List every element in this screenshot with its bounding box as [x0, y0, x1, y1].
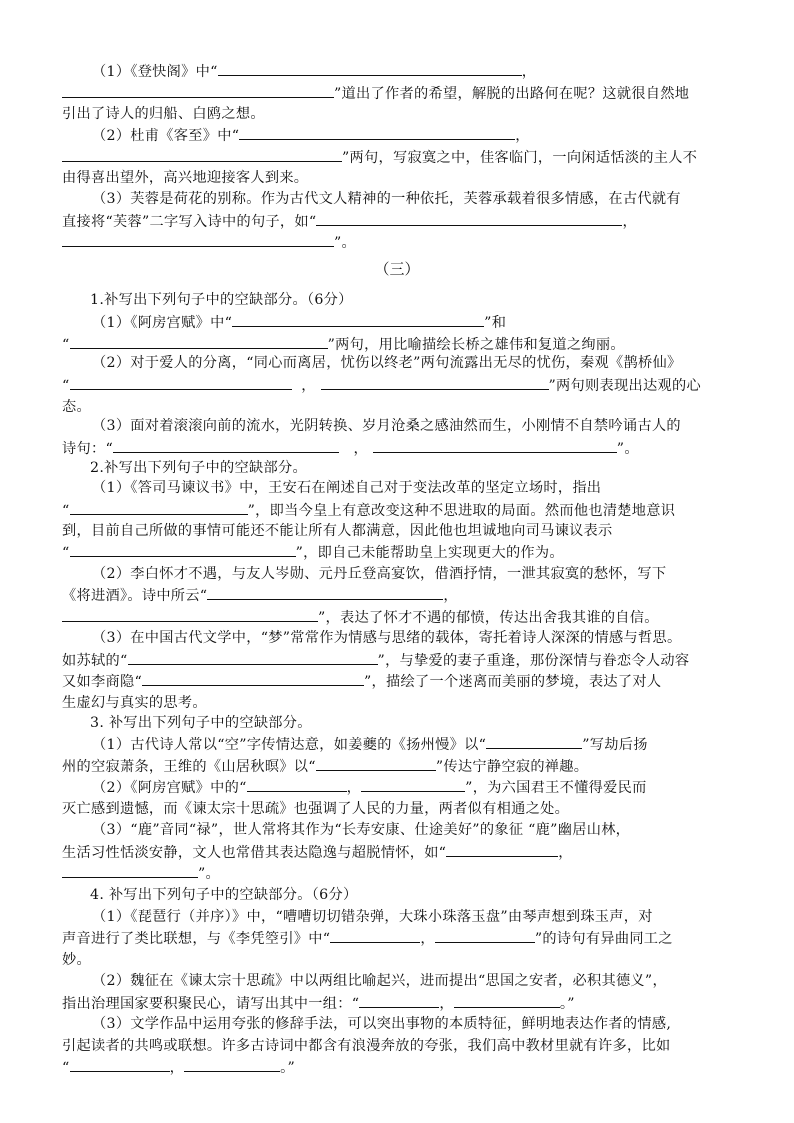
p3-c-line3: ”。 [62, 862, 742, 884]
p4-c-line2: 引起读者的共鸣或联想。许多古诗词中都含有浪漫奔放的夸张，我们高中教材里就有许多，比如 [62, 1038, 671, 1054]
answer-blank[interactable] [321, 374, 549, 390]
p2-a-line4: “ ”，即自己未能帮助皇上实现更大的作为。 [62, 541, 742, 563]
answer-blank[interactable] [486, 733, 582, 749]
p2-b-line1: （2）李白怀才不遇，与友人岑勋、元丹丘登高宴饮，借酒抒情，一泄其寂寞的愁怀，写下 [92, 566, 667, 582]
p1-a-line2: “ ”两句，用比喻描绘长桥之雄伟和复道之绚丽。 [62, 333, 742, 355]
answer-blank[interactable] [113, 437, 339, 453]
answer-blank[interactable] [62, 146, 342, 162]
p4-b-line2: 指出治理国家要积聚民心，请写出其中一组：“ ， 。” [62, 992, 742, 1014]
answer-blank[interactable] [218, 60, 522, 76]
q-denggkuaige-line3: 引出了诗人的归船、白鸥之想。 [62, 106, 265, 122]
p2-c-line4: 生虚幻与真实的思考。 [62, 695, 207, 711]
answer-blank[interactable] [446, 841, 558, 857]
answer-blank[interactable] [70, 333, 328, 349]
q-furong-line2: 直接将“芙蓉”二字写入诗中的句子，如“ ， [62, 210, 742, 232]
q-denggkuaige-line2: ”道出了作者的希望，解脱的出路何在呢？这就很自然地 [62, 82, 742, 104]
p3-heading: 3. 补写出下列句子中的空缺部分。 [90, 715, 312, 731]
p4-a-line1: （1）《琵琶行（并序）》中，“嘈嘈切切错杂弹，大珠小珠落玉盘”由琴声想到珠玉声，对 [92, 909, 653, 925]
p3-c-line1: （3）“鹿”音同“禄”，世人常将其作为“长寿安康、仕途美好”的象征 “鹿”幽居山林， [92, 822, 631, 838]
p3-b-line2: 灭亡感到遗憾，而《谏太宗十思疏》也强调了人民的力量，两者似有相通之处。 [62, 801, 570, 817]
answer-blank[interactable] [62, 606, 318, 622]
answer-blank[interactable] [62, 231, 334, 247]
p1-c-line1: （3）面对着滚滚向前的流水，光阴转换、岁月沧桑之感油然而生，小刚情不自禁吟诵古人的 [92, 418, 681, 434]
answer-blank[interactable] [128, 649, 378, 665]
p4-b-line1: （2）魏征在《谏太宗十思疏》中以两组比喻起兴，进而提出“思国之安者，必积其德义”， [92, 973, 667, 989]
p1-b-line3: 态。 [62, 399, 91, 415]
answer-blank[interactable] [70, 374, 292, 390]
answer-blank[interactable] [316, 755, 436, 771]
answer-blank[interactable] [70, 499, 248, 515]
q-kezhi-line2: ”两句，写寂寞之中，佳客临门，一向闲适恬淡的主人不 [62, 146, 742, 168]
answer-blank[interactable] [70, 541, 296, 557]
p2-b-line3: ”，表达了怀才不遇的郁愤，传达出舍我其谁的自信。 [62, 606, 742, 628]
answer-blank[interactable] [359, 992, 439, 1008]
answer-blank[interactable] [435, 927, 535, 943]
answer-blank[interactable] [316, 210, 622, 226]
q-furong-line3: ”。 [62, 231, 742, 253]
p1-b-line1: （2）对于爱人的分离，“同心而离居，忧伤以终老”两句流露出无尽的忧伤，秦观《鹊桥仙》 [92, 355, 682, 371]
p2-b-line2: 《将进酒》。诗中所云“ ， [62, 584, 742, 606]
p4-a-line2: 声音进行了类比联想，与《李凭箜引》中“ ， ”的诗句有异曲同工之 [62, 927, 742, 949]
p3-a-line1: （1）古代诗人常以“空”字传情达意，如姜夔的《扬州慢》以“ ”写劫后扬 [92, 733, 742, 755]
answer-blank[interactable] [454, 992, 560, 1008]
p2-a-line1: （1）《答司马谏议书》中，王安石在阐述自己对于变法改革的坚定立场时，指出 [92, 480, 602, 496]
p3-c-line2: 生活习性恬淡安静，文人也常借其表达隐逸与超脱情怀，如“ ， [62, 841, 742, 863]
answer-blank[interactable] [239, 124, 515, 140]
answer-blank[interactable] [62, 82, 334, 98]
p2-a-line2: “ ”，即当今皇上有意改变这种不思进取的局面。然而他也清楚地意识 [62, 499, 742, 521]
p4-a-line3: 妙。 [62, 952, 91, 968]
p4-heading: 4. 补写出下列句子中的空缺部分。（6分） [90, 887, 358, 903]
answer-blank[interactable] [330, 927, 420, 943]
p2-heading: 2.补写出下列句子中的空缺部分。 [90, 460, 307, 476]
p1-heading: 1.补写出下列句子中的空缺部分。（6分） [90, 292, 353, 308]
answer-blank[interactable] [373, 437, 617, 453]
answer-blank[interactable] [207, 584, 443, 600]
answer-blank[interactable] [247, 776, 347, 792]
p2-c-line2: 如苏轼的“ ”，与挚爱的妻子重逢，那份深情与眷恋令人动容 [62, 649, 742, 671]
p2-a-line3: 到，目前自己所做的事情可能还不能让所有人都满意，因此他也坦诚地向司马谏议表示 [62, 523, 613, 539]
section-title: （三） [374, 260, 420, 278]
answer-blank[interactable] [142, 670, 364, 686]
p4-c-line1: （3）文学作品中运用夸张的修辞手法，可以突出事物的本质特征，鲜明地表达作者的情感, [92, 1016, 672, 1032]
q-kezhi-line1: （2）杜甫《客至》中“ ， [92, 124, 742, 146]
answer-blank[interactable] [232, 311, 484, 327]
p4-c-line3: “ ， 。” [62, 1056, 742, 1078]
p1-a-line1: （1）《阿房宫赋》中“ ”和 [92, 311, 742, 333]
p1-b-line2: “ ， ”两句则表现出达观的心 [62, 374, 742, 396]
q-kezhi-line3: 由得喜出望外，高兴地迎接客人到来。 [62, 170, 309, 186]
answer-blank[interactable] [62, 862, 198, 878]
q-furong-line1: （3）芙蓉是荷花的别称。作为古代文人精神的一种依托，芙蓉承载着很多情感，在古代就有 [92, 191, 681, 207]
answer-blank[interactable] [70, 1056, 170, 1072]
p2-c-line1: （3）在中国古代文学中，“梦”常常作为情感与思绪的载体，寄托着诗人深深的情感与哲思。 [92, 630, 682, 646]
q-denggkuaige-line1: （1）《登快阁》中“ ， [92, 60, 742, 82]
answer-blank[interactable] [184, 1056, 280, 1072]
p2-c-line3: 又如李商隐“ ”，描绘了一个迷离而美丽的梦境，表达了对人 [62, 670, 742, 692]
p3-b-line1: （2）《阿房宫赋》中的“ ， ”，为六国君王不懂得爱民而 [92, 776, 742, 798]
p1-c-line2: 诗句：“ ， ”。 [62, 437, 742, 459]
answer-blank[interactable] [361, 776, 465, 792]
p3-a-line2: 州的空寂萧条，王维的《山居秋暝》以“ ”传达宁静空寂的禅趣。 [62, 755, 742, 777]
